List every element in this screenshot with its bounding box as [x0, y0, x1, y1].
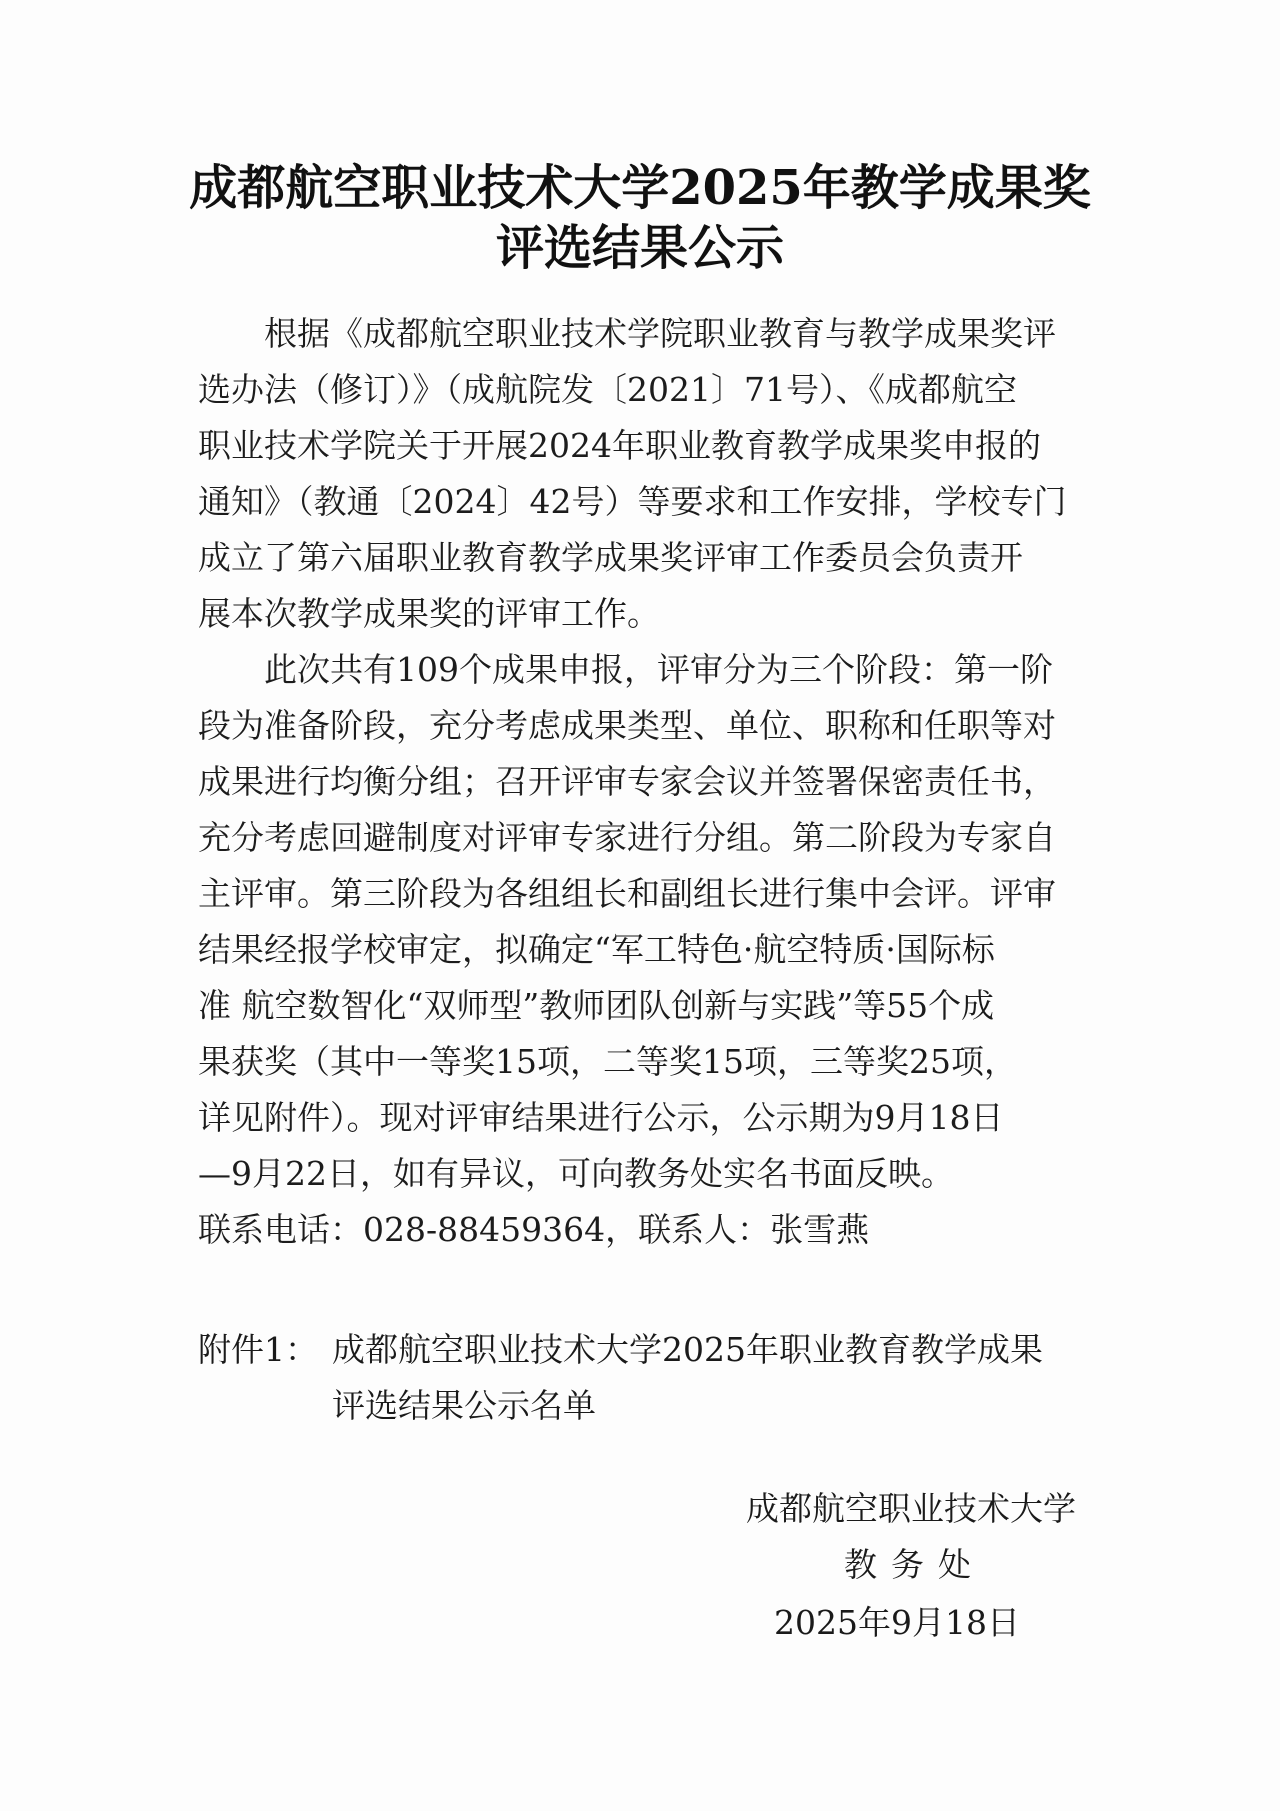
attachment-title-line-1: 成都航空职业技术大学2025年职业教育教学成果 — [332, 1330, 1043, 1369]
signature-organization: 成都航空职业技术大学 — [746, 1489, 1076, 1528]
document-title-line-2: 评选结果公示 — [495, 220, 784, 276]
signature-department: 教务处 — [844, 1545, 985, 1584]
paragraph-2-line: 段为准备阶段，充分考虑成果类型、单位、职称和任职等对 — [198, 706, 1056, 745]
paragraph-1-line: 职业技术学院关于开展2024年职业教育教学成果奖申报的 — [198, 426, 1041, 465]
paragraph-2-line: —9月22日，如有异议，可向教务处实名书面反映。 — [198, 1154, 954, 1193]
document-title-line-1: 成都航空职业技术大学2025年教学成果奖 — [189, 160, 1091, 216]
paragraph-1-line: 成立了第六届职业教育教学成果奖评审工作委员会负责开 — [198, 538, 1023, 577]
paragraph-2-line: 充分考虑回避制度对评审专家进行分组。第二阶段为专家自 — [198, 818, 1056, 857]
paragraph-1-line: 展本次教学成果奖的评审工作。 — [198, 594, 660, 633]
contact-line: 联系电话：028-88459364，联系人：张雪燕 — [198, 1210, 870, 1249]
paragraph-2-line: 果获奖（其中一等奖15项，二等奖15项，三等奖25项， — [198, 1042, 1017, 1081]
paragraph-1-line: 根据《成都航空职业技术学院职业教育与教学成果奖评 — [264, 314, 1056, 353]
attachment-title-line-2: 评选结果公示名单 — [332, 1386, 596, 1425]
paragraph-2-line: 结果经报学校审定，拟确定“军工特色·航空特质·国际标 — [198, 930, 995, 969]
paragraph-1-line: 通知》（教通〔2024〕42号）等要求和工作安排，学校专门 — [198, 482, 1067, 521]
paragraph-2-line: 主评审。第三阶段为各组组长和副组长进行集中会评。评审 — [198, 874, 1056, 913]
paragraph-2-line: 准 航空数智化“双师型”教师团队创新与实践”等55个成 — [198, 986, 995, 1025]
paragraph-2-line: 详见附件）。现对评审结果进行公示，公示期为9月18日 — [198, 1098, 1004, 1137]
signature-date: 2025年9月18日 — [774, 1603, 1020, 1642]
attachment-label: 附件1： — [198, 1330, 318, 1369]
paragraph-2-line: 此次共有109个成果申报，评审分为三个阶段：第一阶 — [264, 650, 1053, 689]
paragraph-1-line: 选办法（修订）》（成航院发〔2021〕71号）、《成都航空 — [198, 370, 1017, 409]
paragraph-2-line: 成果进行均衡分组；召开评审专家会议并签署保密责任书， — [198, 762, 1056, 801]
